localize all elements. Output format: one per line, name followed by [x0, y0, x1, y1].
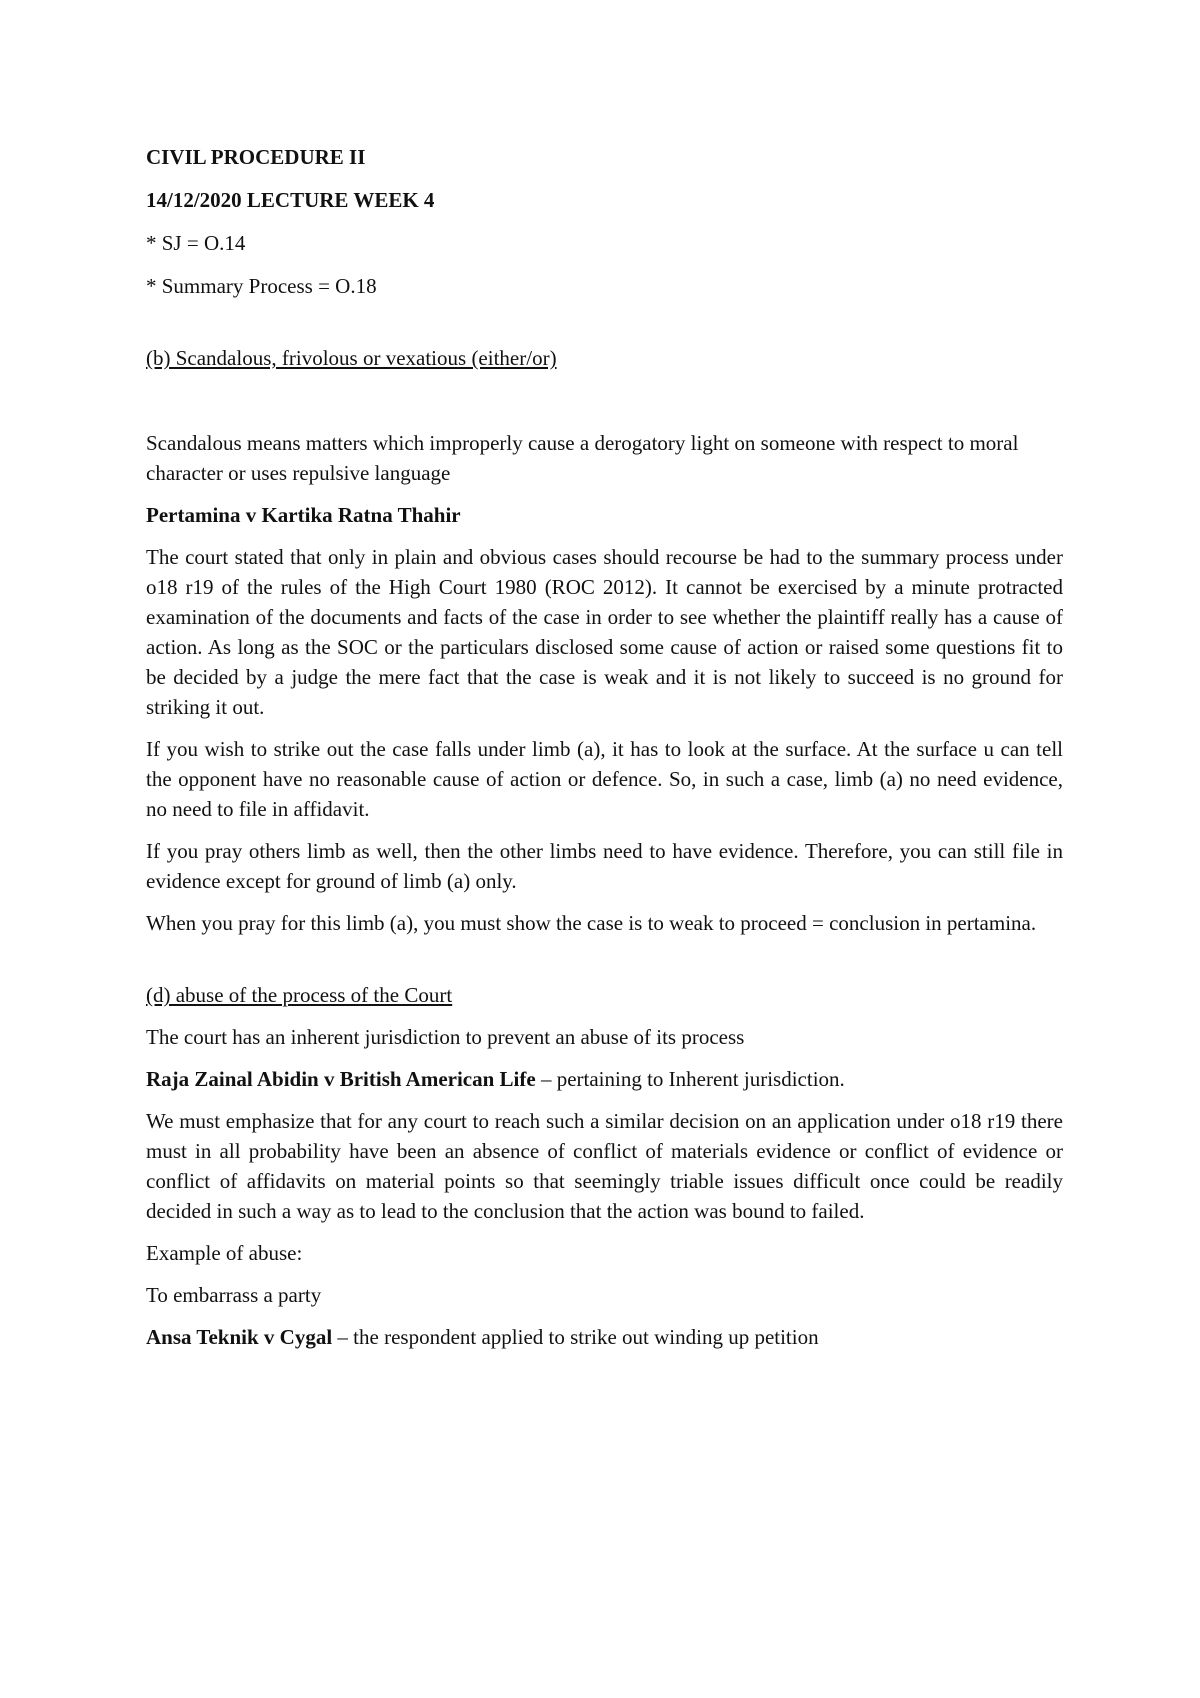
- paragraph-o18-r19-emphasis: We must emphasize that for any court to reach such a similar decision on an application under o18 r19 there must in all probability have been an absence of conflict of materials evidence or conflict of evidence or conflict of affidavits on material points so that seemingly triable issues difficult once could be readily decided in such a way as to lead to the conclusion that the action was bound to failed.: [146, 1109, 1063, 1223]
- paragraph-limb-a-surface: If you wish to strike out the case falls under limb (a), it has to look at the surface. At the surface u can tell the opponent have no reasonable cause of action or defence. So, in such a case, limb (a) no need evidence, no need to file in affidavit.: [146, 737, 1063, 821]
- example-embarrass-party: To embarrass a party: [146, 1283, 322, 1307]
- case-title-raja-zainal: Raja Zainal Abidin v British American Life: [146, 1067, 536, 1091]
- case-note-raja-zainal: – pertaining to Inherent jurisdiction.: [535, 1067, 845, 1091]
- section-b-heading: (b) Scandalous, frivolous or vexatious (either/or): [146, 346, 557, 370]
- document-body: [146, 142, 1063, 1352]
- scandalous-definition: Scandalous means matters which improperly cause a derogatory light on someone with respect to moral character or uses repulsive language: [146, 431, 1019, 485]
- bullet-summary-process: * Summary Process = O.18: [146, 274, 377, 298]
- paragraph-limb-a-conclusion: When you pray for this limb (a), you must show the case is to weak to proceed = conclusion in pertamina.: [146, 911, 1037, 935]
- example-of-abuse-label: Example of abuse:: [146, 1241, 303, 1265]
- case-title-ansa-teknik: Ansa Teknik v Cygal: [146, 1325, 333, 1349]
- section-d-heading: (d) abuse of the process of the Court: [146, 983, 453, 1007]
- case-title-pertamina: Pertamina v Kartika Ratna Thahir: [146, 503, 461, 527]
- section-d-intro: The court has an inherent jurisdiction to prevent an abuse of its process: [146, 1025, 745, 1049]
- paragraph-other-limbs: If you pray others limb as well, then the other limbs need to have evidence. Therefore, you can still file in evidence except for ground of limb (a) only.: [146, 839, 1063, 893]
- case-note-ansa-teknik: – the respondent applied to strike out winding up petition: [332, 1325, 819, 1349]
- case-line-ansa-teknik: [146, 1322, 1063, 1352]
- lecture-date-heading: 14/12/2020 LECTURE WEEK 4: [146, 188, 435, 212]
- bullet-sj: * SJ = O.14: [146, 231, 246, 255]
- document-title: CIVIL PROCEDURE II: [146, 145, 366, 169]
- paragraph-pertamina-holding: The court stated that only in plain and obvious cases should recourse be had to the summary process under o18 r19 of the rules of the High Court 1980 (ROC 2012). It cannot be exercised by a minute protracted examination of the documents and facts of the case in order to see whether the plaintiff really has a cause of action. As long as the SOC or the particulars disclosed some cause of action or raised some questions fit to be decided by a judge the mere fact that the case is weak and it is not likely to succeed is no ground for striking it out.: [146, 545, 1063, 719]
- case-line-raja-zainal: [146, 1064, 1063, 1094]
